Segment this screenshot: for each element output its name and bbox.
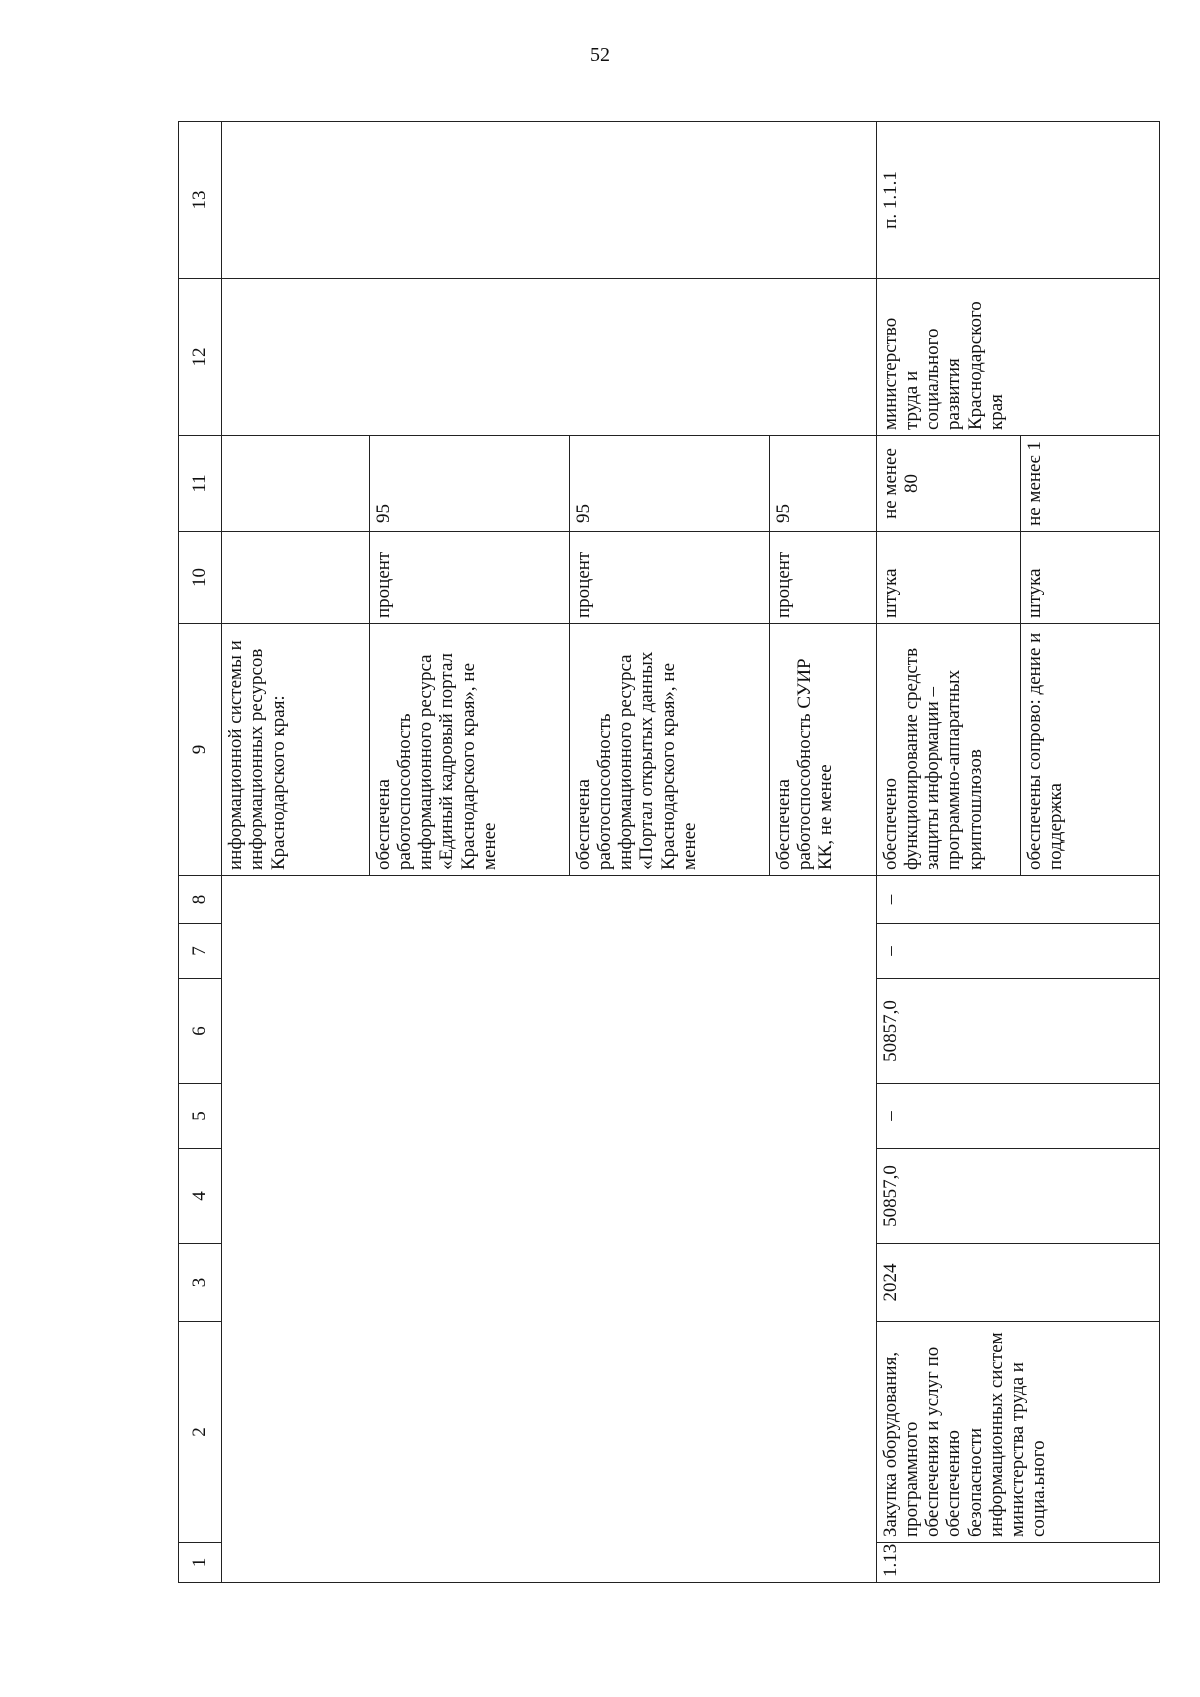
result-value: не менее 80 — [876, 436, 1020, 532]
row-year: 2024 — [876, 1244, 1159, 1322]
continuation-executor — [222, 279, 877, 436]
continuation-item-text: обеспечена работоспособность информационного ресурса «Единый кадровый портал Краснодарского края», не менее — [369, 624, 569, 876]
header-col-12: 12 — [179, 279, 222, 436]
header-col-8: 8 — [179, 876, 222, 924]
row-col8: – — [876, 876, 1159, 924]
header-col-2: 2 — [179, 1322, 222, 1543]
row-reference: п. 1.1.1 — [876, 122, 1159, 279]
program-table — [178, 121, 1160, 1583]
row-number: 1.13 — [876, 1543, 1159, 1583]
continuation-item-text: обеспечена работоспособность информационного ресурса «Портал открытых данных Краснодарского края», не менее — [569, 624, 769, 876]
header-col-3: 3 — [179, 1244, 222, 1322]
row-col6: 50857,0 — [876, 979, 1159, 1084]
header-col-1: 1 — [179, 1543, 222, 1583]
row-total: 50857,0 — [876, 1149, 1159, 1244]
header-col-10: 10 — [179, 532, 222, 624]
rotated-table-wrapper — [178, 122, 1160, 1583]
result-text: обеспечено функционирование средств защиты информации – программно-аппаратных криптошлюзов — [876, 624, 1020, 876]
result-value: не менеє 1 — [1020, 436, 1159, 532]
result-unit: штука — [876, 532, 1020, 624]
continuation-blank — [222, 876, 877, 1583]
continuation-item-value: 95 — [769, 436, 876, 532]
row-col7: – — [876, 924, 1159, 979]
row-name: Закупка оборудования, программного обеспечения и услуг по обеспечению безопасности информационных систем министерства труда и социа.ьного — [876, 1322, 1159, 1543]
page-number: 52 — [590, 44, 610, 66]
header-col-5: 5 — [179, 1084, 222, 1149]
row-executor: министерство труда и социального развития Краснодарского края — [876, 279, 1159, 436]
header-col-11: 11 — [179, 436, 222, 532]
header-col-13: 13 — [179, 122, 222, 279]
continuation-item-value: 95 — [369, 436, 569, 532]
header-col-6: 6 — [179, 979, 222, 1084]
header-row — [179, 122, 222, 1583]
result-text: обеспечены сопрово: дение и поддержка — [1020, 624, 1159, 876]
header-col-7: 7 — [179, 924, 222, 979]
continuation-item-text: обеспечена работоспособность СУИР КК, не менее — [769, 624, 876, 876]
continuation-intro-row — [222, 122, 370, 1583]
row-1-13 — [876, 122, 1020, 1583]
continuation-item-unit: процент — [769, 532, 876, 624]
header-col-4: 4 — [179, 1149, 222, 1244]
continuation-reference — [222, 122, 877, 279]
header-col-9: 9 — [179, 624, 222, 876]
continuation-intro-value — [222, 436, 370, 532]
result-unit: штука — [1020, 532, 1159, 624]
continuation-intro-text: информационной системы и информационных ресурсов Краснодарского края: — [222, 624, 370, 876]
continuation-item-value: 95 — [569, 436, 769, 532]
row-col5: – — [876, 1084, 1159, 1149]
continuation-item-unit: процент — [369, 532, 569, 624]
continuation-item-unit: процент — [569, 532, 769, 624]
continuation-intro-unit — [222, 532, 370, 624]
